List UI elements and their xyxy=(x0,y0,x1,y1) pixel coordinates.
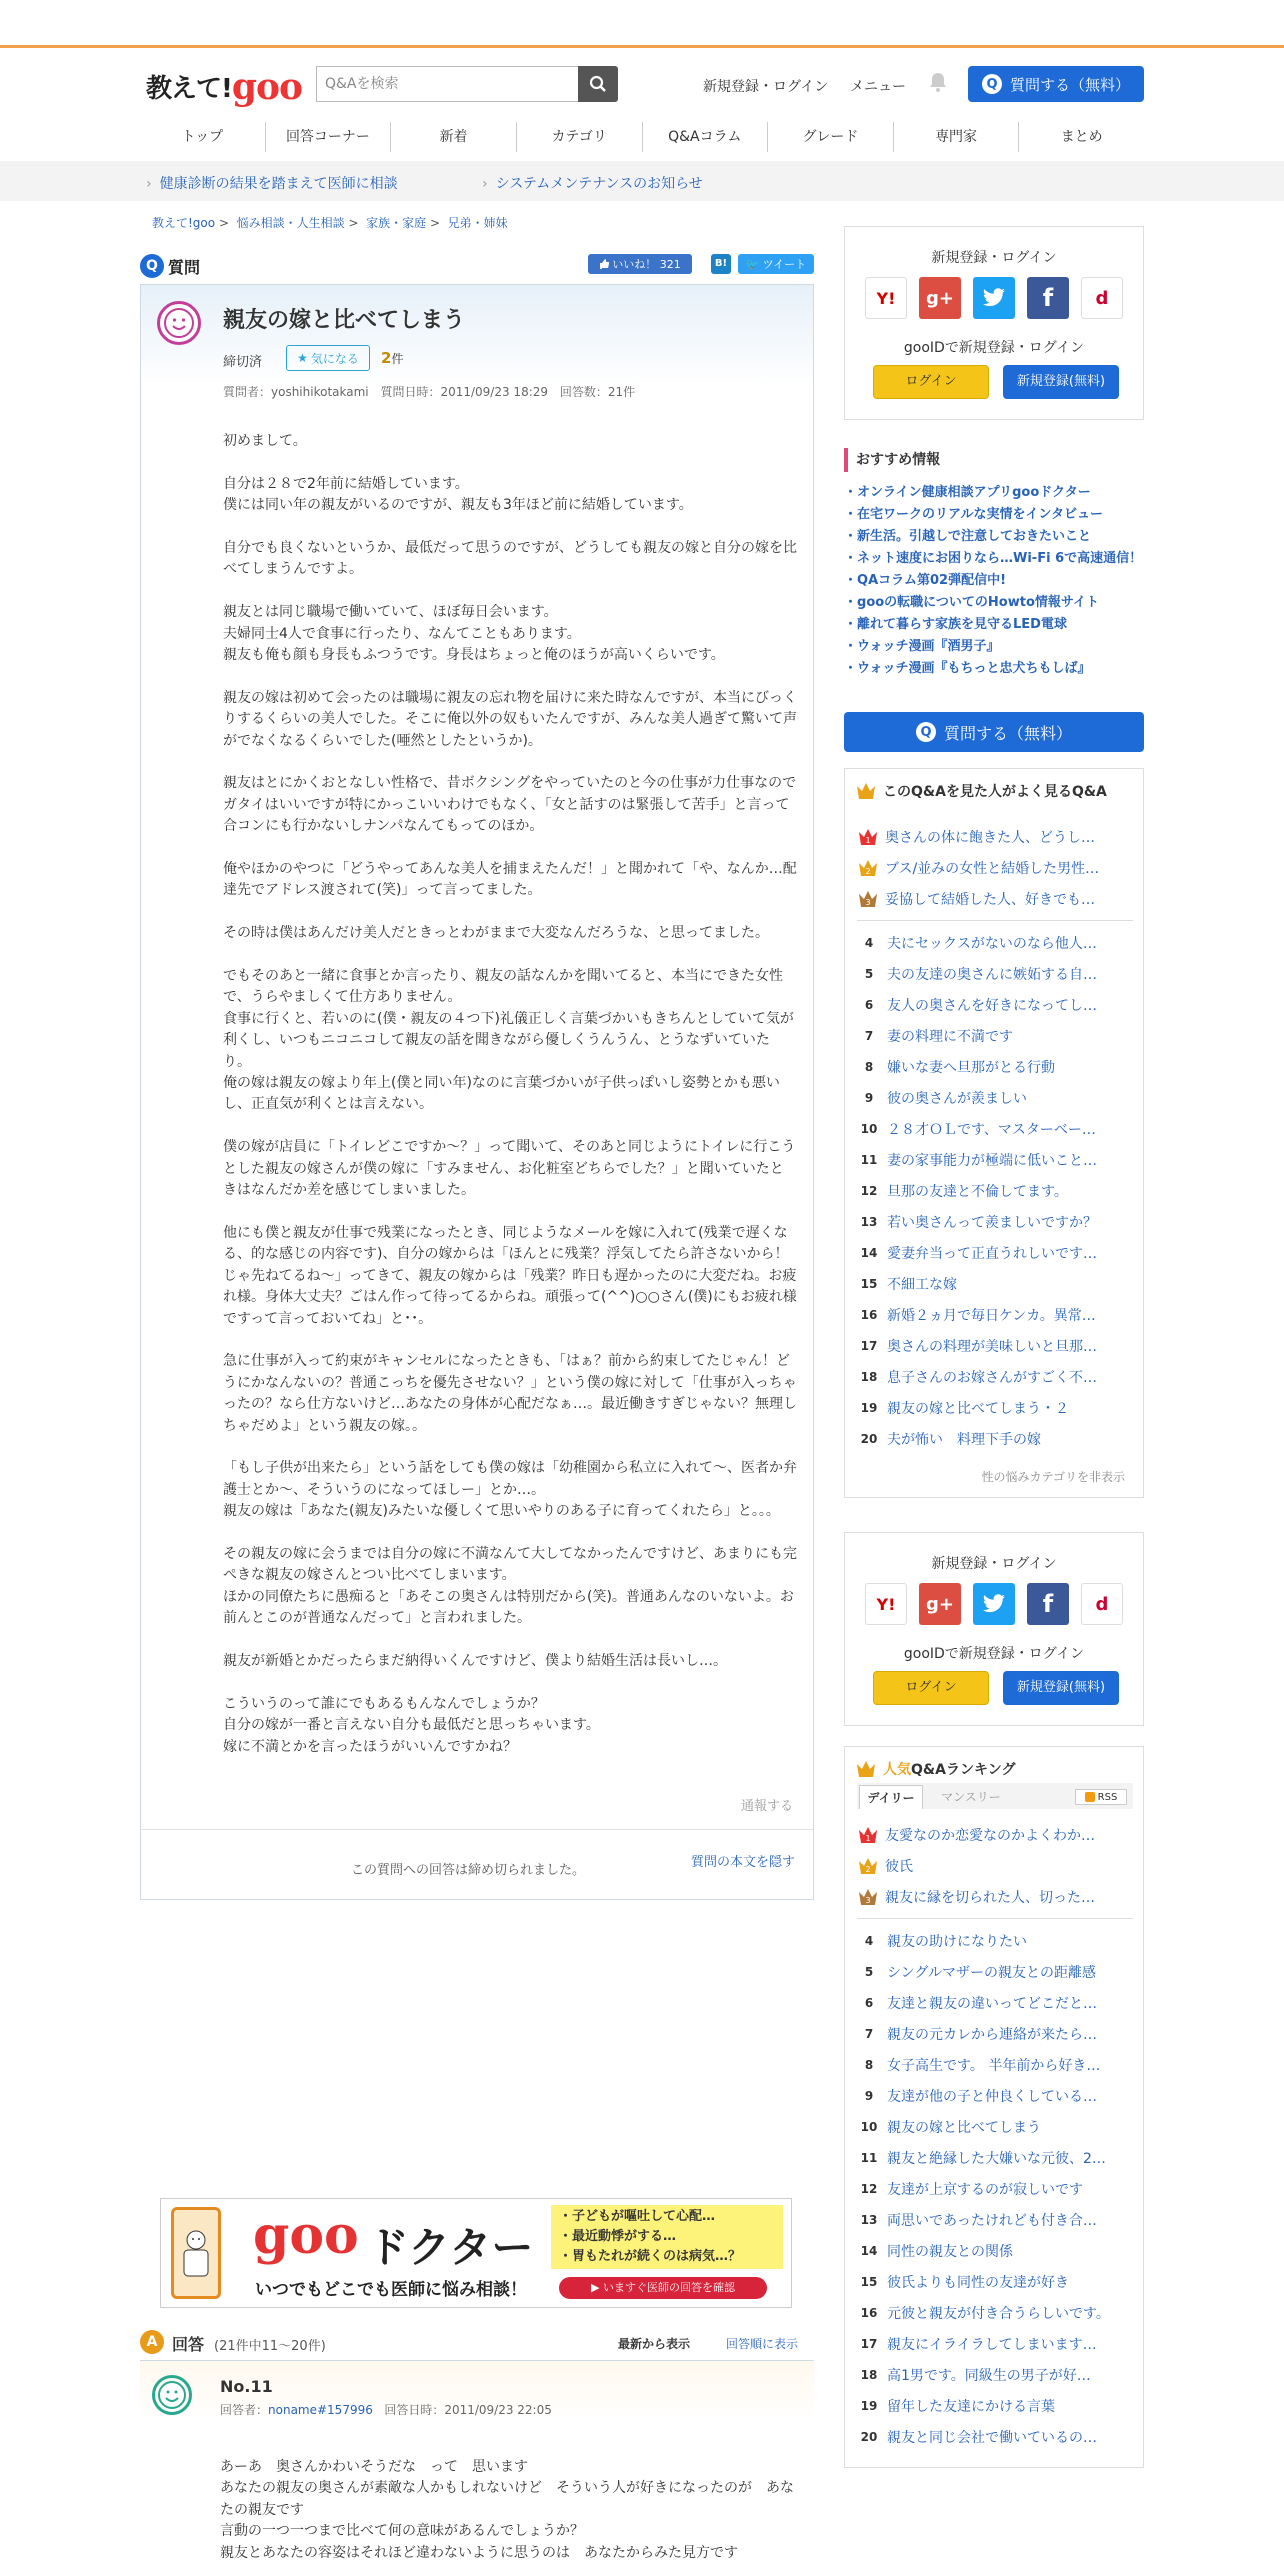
rank-row[interactable] xyxy=(857,1051,1133,1082)
nav-grade[interactable]: グレード xyxy=(768,122,894,152)
rank-row[interactable] xyxy=(857,852,1133,883)
related-qa-box xyxy=(844,768,1144,1498)
nav-new[interactable]: 新着 xyxy=(391,122,517,152)
rank-link[interactable]: 夫にセックスがないのなら他人… xyxy=(887,935,1097,952)
rank-link[interactable]: 嫌いな妻へ旦那がとる行動 xyxy=(887,1059,1055,1076)
rank-number: 20 xyxy=(860,2429,878,2444)
rank-row[interactable] xyxy=(857,2204,1133,2235)
rank-number: 20 xyxy=(860,1431,878,1446)
question-top-band xyxy=(141,285,813,385)
social-login-icons xyxy=(865,1583,1125,1623)
sidebar-login-box xyxy=(844,1532,1144,1726)
ad-point: ・子どもが嘔吐して心配… xyxy=(559,2209,716,2224)
ranking-title-text: Q&Aランキング xyxy=(911,1762,1016,1778)
rank-row[interactable] xyxy=(857,1423,1133,1454)
rank-number: 9 xyxy=(864,1090,874,1105)
register-button[interactable]: 新規登録(無料) xyxy=(1003,365,1119,399)
recommend-list xyxy=(844,484,1144,678)
popular-list xyxy=(857,1819,1133,2452)
facebook-icon[interactable]: f xyxy=(1027,1583,1069,1625)
breadcrumb-item[interactable]: 兄弟・姉妹 xyxy=(447,216,508,230)
rank-row[interactable] xyxy=(857,1819,1133,1850)
rank-number: 15 xyxy=(860,2274,878,2289)
tab-daily[interactable]: デイリー xyxy=(859,1785,923,1809)
rank-row[interactable] xyxy=(857,2173,1133,2204)
answer-count: 回答数：21件 xyxy=(559,385,636,399)
rank-row[interactable] xyxy=(857,989,1133,1020)
rank-row[interactable] xyxy=(857,1237,1133,1268)
question-title: 親友の嫁と比べてしまう xyxy=(223,308,466,333)
rank-link[interactable]: 友達と親友の違いってどこだと… xyxy=(887,1995,1097,2012)
sidebar-login-title: 新規登録・ログイン xyxy=(931,250,1057,266)
nav-answer-corner[interactable]: 回答コーナー xyxy=(266,122,392,152)
rank-link[interactable]: 息子さんのお嫁さんがすごく不… xyxy=(887,1369,1097,1386)
question-badge-icon: Q xyxy=(140,254,164,278)
rank-number: 6 xyxy=(864,1995,874,2010)
ad-cta-button[interactable]: ▶ いますぐ医師の回答を確認 xyxy=(559,2277,767,2299)
site-logo[interactable] xyxy=(146,64,302,106)
rank-row[interactable] xyxy=(857,821,1133,852)
rank-row[interactable] xyxy=(857,1881,1133,1912)
rank-link[interactable]: 親友と絶縁した大嫌いな元彼、2… xyxy=(887,2150,1106,2167)
question-meta xyxy=(223,383,643,400)
twitter-icon[interactable] xyxy=(973,277,1015,319)
like-button[interactable] xyxy=(588,254,692,274)
answer-meta xyxy=(220,2401,552,2418)
body-paragraph: 自分でも良くないというか、最低だって思うのですが、どうしても親友の嫁と自分の嫁を比べてしまうんですよ。 xyxy=(223,540,797,578)
rank-row[interactable] xyxy=(857,1175,1133,1206)
rank-link[interactable]: 同性の親友との関係 xyxy=(887,2243,1013,2260)
rank-link[interactable]: 両思いであったけれども付き合… xyxy=(887,2212,1097,2229)
body-paragraph: その親友の嫁に会うまでは自分の嫁に不満なんて大してなかったんですけど、あまりにも完ぺきな親友の嫁さんとつい比べてしまいます。 ほかの同僚たちに愚痴ると「あそこの奥さんは特別だから(笑)。普通あんなのいないよ。お前んとこのが普通なんだって」と言われました。 xyxy=(223,1545,797,1627)
rank-link[interactable]: 若い奥さんって羨ましいですか？ xyxy=(887,1214,1097,1231)
hide-question-link[interactable]: 質問の本文を隠す xyxy=(691,1855,796,1870)
goo-doctor-ad[interactable] xyxy=(160,2198,792,2308)
body-paragraph: 親友の嫁は初めて会ったのは職場に親友の忘れ物を届けに来た時なんですが、本当にびっくりするくらいの美人でした。そこに俺以外の奴もいたんですが、みんな美人過ぎて驚いて声がでなくなるくらいでした(唖然としたというか)。 xyxy=(223,689,797,749)
rank-number: 4 xyxy=(864,935,874,950)
login-button[interactable]: ログイン xyxy=(873,1671,989,1705)
rank-row[interactable] xyxy=(857,2359,1133,2390)
answers-header xyxy=(140,2328,814,2356)
rank-link[interactable]: 彼の奥さんが羨ましい xyxy=(887,1090,1027,1107)
answerer-prefix: 回答者： xyxy=(220,2403,269,2417)
body-paragraph: 僕の嫁が店員に「トイレどこですか～？」って聞いて、そのあと同じようにトイレに行こうとした親友の嫁さんが僕の嫁に「すみません、お化粧室どちらでした？」と聞いていたときはなんだか差を感じてしまいました。 xyxy=(223,1139,796,1199)
rank-link[interactable]: 親友に縁を切られた人、切った… xyxy=(885,1889,1095,1906)
rank-number: 7 xyxy=(864,1028,874,1043)
body-paragraph: 他にも僕と親友が仕事で残業になったとき、同じようなメールを嫁に入れて(残業で遅くなる、的な感じの内容です)、自分の嫁からは「ほんとに残業？浮気してたら許さないから！じゃ先ねてるね～」ってきて、親友の嫁からは「残業？昨日も遅かったのに大変だね。お疲れ様。身体大丈夫？ごはん作って待ってるからね。頑張って(^^)○○さん(僕)にもお疲れ様ですって言っておいてね」と･･。 xyxy=(223,1224,797,1327)
ranking-title xyxy=(855,1759,1016,1779)
google-plus-icon[interactable]: g+ xyxy=(919,277,961,319)
rank-number: 5 xyxy=(864,1964,874,1979)
rank-link[interactable]: 夫が怖い 料理下手の嫁 xyxy=(887,1431,1041,1448)
rank-link[interactable]: 妻の家事能力が極端に低いこと… xyxy=(887,1152,1097,1169)
logo-text: 教えて! xyxy=(146,74,232,104)
rank-row[interactable] xyxy=(857,2266,1133,2297)
rss-icon xyxy=(1085,1792,1095,1802)
rank-row[interactable] xyxy=(857,2049,1133,2080)
body-paragraph: 親友とは同じ職場で働いていて、ほぼ毎日会います。 夫婦同士4人で食事に行ったり、なんてこともあります。 親友も俺も顔も身長もふつうです。身長はちょっと俺のほうが高いくらいです。 xyxy=(223,604,725,664)
rank-row[interactable] xyxy=(857,2080,1133,2111)
rank-number: 8 xyxy=(864,2057,874,2072)
sidebar-login-title: 新規登録・ログイン xyxy=(931,1556,1057,1572)
question-icon: Q xyxy=(982,74,1002,94)
sidebar-login-box xyxy=(844,226,1144,420)
rank-link[interactable]: 夫の友達の奥さんに嫉妬する自… xyxy=(887,966,1097,983)
rank-crown-icon xyxy=(857,1825,879,1845)
body-paragraph: こういうのって誰にでもあるもんなんでしょうか？ 自分の嫁が一番と言えない自分も最低だと思っちゃいます。 嫁に不満とかを言ったほうがいいんですかね？ xyxy=(223,1695,600,1755)
body-paragraph: 「もし子供が出来たら」という話をしても僕の嫁は「幼稚園から私立に入れて～、医者か弁護士とか～、そういうのになってほしー」とか…。 親友の嫁は「あなた(親友)みたいな優しくて思いやりのある子に育ってくれたら」と。。。 xyxy=(223,1460,797,1520)
answers-range: (21件中11～20件) xyxy=(214,2339,326,2354)
rank-row[interactable] xyxy=(857,958,1133,989)
tab-monthly[interactable]: マンスリー xyxy=(941,1790,1001,1804)
goo-id-text: gooIDで新規登録・ログイン xyxy=(903,1646,1085,1662)
rank-link[interactable]: 奥さんの体に飽きた人、どうし… xyxy=(885,829,1095,846)
search-icon xyxy=(589,75,607,93)
answer-body xyxy=(220,2457,800,2564)
rank-row[interactable] xyxy=(857,883,1133,914)
tweet-label: ツイート xyxy=(762,258,807,271)
rank-row[interactable] xyxy=(857,1268,1133,1299)
ad-point: ・最近動悸がする… xyxy=(559,2229,677,2244)
rank-row[interactable] xyxy=(857,2421,1133,2452)
rank-link[interactable]: 女子高生です。 半年前から好き… xyxy=(887,2057,1101,2074)
status-badge: 締切済 xyxy=(223,355,263,370)
rank-link[interactable]: ブス/並みの女性と結婚した男性… xyxy=(885,860,1100,877)
recommend-item[interactable]: ・ 在宅ワークのリアルな実情をインタビュー xyxy=(844,506,1144,524)
rank-crown-icon xyxy=(857,889,879,909)
body-paragraph: 親友が新婚とかだったらまだ納得いくんですけど、僕より結婚生活は長いし…。 xyxy=(223,1652,727,1669)
yahoo-icon[interactable]: Y! xyxy=(865,1583,907,1625)
rank-row[interactable] xyxy=(857,1925,1133,1956)
nav-matome[interactable]: まとめ xyxy=(1060,129,1103,145)
rank-link[interactable]: 妻の料理に不満です xyxy=(887,1028,1013,1045)
answer-number: No.11 xyxy=(220,2377,273,2396)
answers-title: 回答 xyxy=(172,2335,205,2354)
rank-link[interactable]: 愛妻弁当って正直うれしいです… xyxy=(887,1245,1097,1262)
rank-number: 16 xyxy=(860,2305,878,2320)
rank-number: 6 xyxy=(864,997,874,1012)
rank-number: 14 xyxy=(860,1245,878,1260)
rank-crown-icon xyxy=(857,1887,879,1907)
notice-link-health[interactable]: › 健康診断の結果を踏まえて医師に相談 xyxy=(146,173,398,193)
divider xyxy=(141,1829,813,1830)
svg-text:3: 3 xyxy=(865,897,871,907)
sort-oldest-link[interactable]: 回答順に表示 xyxy=(726,2337,799,2351)
answer-line: 親友とあなたの容姿はそれほど違わないように思うのは あなたからみた見方です xyxy=(220,2544,738,2561)
rank-row[interactable] xyxy=(857,927,1133,958)
rank-link[interactable]: 友達が他の子と仲良くしている… xyxy=(887,2088,1097,2105)
doctor-phone-icon xyxy=(171,2207,221,2299)
docomo-icon[interactable]: d xyxy=(1081,1583,1123,1625)
register-button[interactable]: 新規登録(無料) xyxy=(1003,1671,1119,1705)
svg-text:2: 2 xyxy=(865,866,871,876)
report-link[interactable]: 通報する xyxy=(741,1799,794,1814)
rank-row[interactable] xyxy=(857,1020,1133,1051)
ad-brand: goo xyxy=(253,2205,359,2266)
rank-crown-icon xyxy=(857,827,879,847)
svg-text:2: 2 xyxy=(865,1864,871,1874)
twitter-icon[interactable] xyxy=(973,1583,1015,1625)
header-login-link[interactable]: 新規登録・ログイン xyxy=(703,79,829,95)
rank-link[interactable]: 新婚２ヵ月で毎日ケンカ。異常… xyxy=(887,1307,1096,1324)
question-icon: Q xyxy=(916,722,936,742)
breadcrumb: 教えて!goo > 悩み相談・人生相談 > 家族・家庭 > 兄弟・姉妹 xyxy=(152,216,508,230)
crown-icon xyxy=(855,1759,877,1779)
rank-number: 12 xyxy=(860,1183,878,1198)
body-paragraph: 親友はとにかくおとなしい性格で、昔ボクシングをやっていたのと今の仕事が力仕事なのでガタイはいいですが特にかっこいいわけでもなく、「女と話すのは緊張して苦手」と言って合コンにも行かないしナンパなんてもってのほか。 xyxy=(223,775,797,835)
site-header xyxy=(140,58,1144,106)
rank-link[interactable]: シングルマザーの親友との距離感 xyxy=(887,1964,1096,1981)
rank-link[interactable]: 親友の嫁と比べてしまう・２ xyxy=(887,1400,1069,1417)
rank-number: 11 xyxy=(860,1152,878,1167)
rank-row[interactable] xyxy=(857,1082,1133,1113)
rank-link[interactable]: 親友にイライラしてしまいます… xyxy=(887,2336,1097,2353)
rank-row[interactable] xyxy=(857,2018,1133,2049)
closed-notice: この質問への回答は締め切られました。 xyxy=(351,1863,586,1878)
rank-link[interactable]: 彼氏 xyxy=(885,1858,913,1875)
hide-category-link[interactable]: 性の悩みカテゴリを非表示 xyxy=(981,1470,1125,1484)
google-plus-icon[interactable]: g+ xyxy=(919,1583,961,1625)
header-menu-link[interactable]: メニュー xyxy=(850,79,906,95)
avatar xyxy=(157,301,201,345)
rank-number: 13 xyxy=(860,2212,878,2227)
nav-top[interactable]: トップ xyxy=(140,122,266,152)
crown-icon xyxy=(855,781,877,801)
twitter-bird-icon: 🐦 xyxy=(745,257,760,271)
logo-goo: goo xyxy=(231,66,303,108)
notice-link-maintenance[interactable]: › システムメンテナンスのお知らせ xyxy=(482,173,703,193)
global-nav xyxy=(140,122,1144,152)
rank-row[interactable] xyxy=(857,2235,1133,2266)
rank-row[interactable] xyxy=(857,1330,1133,1361)
answerer-name[interactable]: noname#157996 xyxy=(268,2403,373,2417)
star-icon: ★ xyxy=(297,351,308,365)
recommend-item[interactable]: ・ オンライン健康相談アプリgooドクター xyxy=(844,484,1144,502)
ranking-title-pre: 人気 xyxy=(883,1762,911,1778)
rank-number: 13 xyxy=(860,1214,878,1229)
watch-count-number: 2 xyxy=(381,349,392,367)
watch-label: 気になる xyxy=(310,351,359,366)
sort-newest-button[interactable]: 最新から表示 xyxy=(618,2337,691,2351)
rank-row[interactable] xyxy=(857,2390,1133,2421)
breadcrumb-item[interactable]: 教えて!goo xyxy=(152,216,216,230)
rss-label: RSS xyxy=(1097,1791,1118,1803)
rank-number: 10 xyxy=(860,2119,878,2134)
search-input[interactable]: Q&Aを検索 xyxy=(316,66,582,102)
login-button[interactable]: ログイン xyxy=(873,365,989,399)
nav-qa-column[interactable]: Q&Aコラム xyxy=(643,122,769,152)
body-paragraph: 初めまして。 xyxy=(223,433,307,449)
body-paragraph: 俺やほかのやつに「どうやってあんな美人を捕まえたんだ！」と聞かれて「や、なんか…配達先でアドレス渡されて(笑)」って言ってました。 xyxy=(223,861,797,899)
answer-line: 言動の一つ一つまで比べて何の意味があるんでしょうか？ xyxy=(220,2523,584,2540)
rank-link[interactable]: 親友の助けになりたい xyxy=(887,1933,1027,1950)
rank-link[interactable]: 親友と同じ会社で働いているの… xyxy=(887,2429,1097,2446)
svg-text:3: 3 xyxy=(865,1895,871,1905)
question-box xyxy=(140,284,814,1900)
watch-count xyxy=(381,349,403,367)
answer-line: あなたの親友の奥さんが素敵な人かもしれないけど そういう人が好きになったのが あなたの親友です xyxy=(220,2480,794,2518)
rank-row[interactable] xyxy=(857,1299,1133,1330)
recommend-title: おすすめ情報 xyxy=(844,448,1144,472)
rank-number: 19 xyxy=(860,2398,878,2413)
rank-number: 12 xyxy=(860,2181,878,2196)
rank-number: 19 xyxy=(860,1400,878,1415)
related-title-text: このQ&Aを見た人がよく見るQ&A xyxy=(883,784,1107,800)
svg-text:1: 1 xyxy=(865,835,871,845)
divider xyxy=(857,1918,1133,1919)
body-paragraph: 自分は２８で2年前に結婚しています。 僕には同い年の親友がいるのですが、親友も3年ほど前に結婚しています。 xyxy=(223,475,693,514)
rank-number: 16 xyxy=(860,1307,878,1322)
recommend-item[interactable]: ・ 離れて暮らす家族を見守るLED電球 xyxy=(844,616,1144,634)
rank-row[interactable] xyxy=(857,1361,1133,1392)
smile-face-icon xyxy=(158,2381,186,2409)
rank-row[interactable] xyxy=(857,2297,1133,2328)
bell-icon[interactable] xyxy=(926,70,950,94)
ad-tagline: いつでもどこでも医師に悩み相談！ xyxy=(255,2280,527,2300)
rank-row[interactable] xyxy=(857,1144,1133,1175)
ad-product: ドクター xyxy=(367,2223,534,2272)
sidebar-ask-button[interactable] xyxy=(844,712,1144,752)
rank-link[interactable]: 留年した友達にかける言葉 xyxy=(887,2398,1055,2415)
rank-row[interactable] xyxy=(857,1850,1133,1881)
rank-link[interactable]: 友達が上京するのが寂しいです xyxy=(887,2181,1083,2198)
rank-row[interactable] xyxy=(857,1206,1133,1237)
rank-number: 8 xyxy=(864,1059,874,1074)
rank-number: 18 xyxy=(860,1369,878,1384)
rank-number: 14 xyxy=(860,2243,878,2258)
body-paragraph: でもそのあと一緒に食事とか言ったり、親友の話なんかを聞いてると、本当にできた女性で、うらやましくて仕方ありません。 食事に行くと、若いのに(僕・親友の４つ下)礼儀正しく言葉づかいもきちんとしていて気が利くし、いつもニコニコして親友の話を聞きながら優しくうんうん、とうなずいていたり。 俺の嫁は親友の嫁より年上(僕と同い年)なのに言葉づかいが子供っぽいし姿勢とかも悪いし、正直気が利くとは言えない。 xyxy=(223,968,794,1113)
related-list xyxy=(857,821,1133,1454)
rank-row[interactable] xyxy=(857,2142,1133,2173)
related-qa-title xyxy=(855,781,1107,801)
recommend-item[interactable]: ・ ネット速度にお困りなら…Wi-Fi 6で高速通信！ xyxy=(844,550,1144,568)
avatar xyxy=(152,2375,192,2415)
notice-bar xyxy=(0,161,1284,201)
breadcrumb-item[interactable]: 家族・家庭 xyxy=(366,216,427,230)
recommend-item[interactable]: ・ QAコラム第02弾配信中! xyxy=(844,572,1144,590)
watch-count-unit: 件 xyxy=(391,352,404,366)
question-section-label xyxy=(140,254,200,278)
nav-category[interactable]: カテゴリ xyxy=(517,122,643,152)
search-button[interactable] xyxy=(578,66,618,102)
top-accent-bar xyxy=(0,0,1284,48)
goo-id-text: gooIDで新規登録・ログイン xyxy=(903,340,1085,356)
rank-link[interactable]: 不細工な嫁 xyxy=(887,1276,957,1293)
rank-number: 11 xyxy=(860,2150,878,2165)
rank-row[interactable] xyxy=(857,1392,1133,1423)
ad-points xyxy=(551,2205,783,2269)
rss-button[interactable] xyxy=(1075,1789,1127,1805)
question-date: 質問日時：2011/09/23 18:29 xyxy=(380,385,549,399)
yahoo-icon[interactable]: Y! xyxy=(865,277,907,319)
question-label-text: 質問 xyxy=(168,257,201,277)
svg-text:1: 1 xyxy=(865,1833,871,1843)
body-paragraph: その時は僕はあんだけ美人だときっとわがままで大変なんだろうな、と思ってました。 xyxy=(223,925,769,942)
ask-label: 質問する（無料） xyxy=(943,723,1072,743)
answer-item xyxy=(140,2360,814,2568)
rank-number: 18 xyxy=(860,2367,878,2382)
rank-number: 9 xyxy=(864,2088,874,2103)
popular-ranking-box xyxy=(844,1746,1144,2468)
recommend-item[interactable]: ・ ウォッチ漫画『酒男子』 xyxy=(844,638,1144,656)
like-label: いいね！ 321 xyxy=(612,258,681,271)
thumbs-up-icon xyxy=(599,259,609,269)
asker-name[interactable]: 質問者：yoshihikotakami xyxy=(223,385,369,399)
breadcrumb-item[interactable]: 悩み相談・人生相談 xyxy=(236,216,345,230)
rank-row[interactable] xyxy=(857,2111,1133,2142)
rank-link[interactable]: 友愛なのか恋愛なのかよくわか… xyxy=(885,1827,1095,1844)
ad-point: ・胃もたれが続くのは病気…？ xyxy=(559,2249,742,2264)
rank-link[interactable]: 元彼と親友が付き合うらしいです。 xyxy=(887,2305,1110,2322)
divider xyxy=(857,920,1133,921)
rank-crown-icon xyxy=(857,1856,879,1876)
rank-crown-icon xyxy=(857,858,879,878)
docomo-icon[interactable]: d xyxy=(1081,277,1123,319)
rank-row[interactable] xyxy=(857,1987,1133,2018)
rank-link[interactable]: 旦那の友達と不倫してます。 xyxy=(887,1183,1068,1200)
body-paragraph: 急に仕事が入って約束がキャンセルになったときも、「はぁ？前から約束してたじゃん！どうにかなんないの？普通こっちを優先させない？」という僕の嫁に対して「仕事が入っちゃったの？なら仕方ないけど…あなたの身体が心配だなぁ…。最近働きすぎじゃない？無理しちゃだめよ」という親友の嫁。。 xyxy=(223,1353,797,1434)
question-body xyxy=(223,431,797,1779)
rank-number: 7 xyxy=(864,2026,874,2041)
nav-expert[interactable]: 専門家 xyxy=(894,122,1020,152)
rank-link[interactable]: 親友の嫁と比べてしまう xyxy=(887,2119,1041,2136)
answer-line: あーあ 奥さんかわいそうだな って 思います xyxy=(220,2459,528,2475)
recommend-item[interactable]: ・ ウォッチ漫画『もちっと忠犬ちもしば』 xyxy=(844,660,1144,678)
hatena-bookmark-button[interactable]: B! xyxy=(711,254,731,274)
rank-number: 5 xyxy=(864,966,874,981)
rank-row[interactable] xyxy=(857,1956,1133,1987)
rank-link[interactable]: 高1男です。同級生の男子が好… xyxy=(887,2367,1091,2384)
header-ask-button[interactable] xyxy=(968,66,1144,102)
ask-label: 質問する（無料） xyxy=(1009,75,1130,94)
ranking-tabs xyxy=(857,1783,1133,1809)
facebook-icon[interactable]: f xyxy=(1027,277,1069,319)
rank-number: 15 xyxy=(860,1276,878,1291)
answer-date: 回答日時：2011/09/23 22:05 xyxy=(384,2403,552,2417)
rank-link[interactable]: 奥さんの料理が美味しいと旦那… xyxy=(887,1338,1097,1355)
rank-number: 4 xyxy=(864,1933,874,1948)
rank-number: 10 xyxy=(860,1121,878,1136)
rank-link[interactable]: 親友の元カレから連絡が来たら… xyxy=(887,2026,1097,2043)
rank-link[interactable]: 友人の奥さんを好きになってし… xyxy=(887,997,1097,1014)
rank-number: 17 xyxy=(860,2336,878,2351)
recommend-box xyxy=(844,448,1144,682)
rank-link[interactable]: ２８才ＯＬです、マスターベー… xyxy=(887,1121,1096,1138)
smile-face-icon xyxy=(164,308,194,338)
question-header xyxy=(140,252,814,280)
rank-row[interactable] xyxy=(857,2328,1133,2359)
watch-button[interactable] xyxy=(286,345,370,371)
tweet-button[interactable] xyxy=(738,254,814,274)
recommend-item[interactable]: ・ gooの転職についてのHowto情報サイト xyxy=(844,594,1144,612)
social-login-icons xyxy=(865,277,1125,317)
recommend-item[interactable]: ・ 新生活。引越しで注意しておきたいこと xyxy=(844,528,1144,546)
rank-number: 17 xyxy=(860,1338,878,1353)
rank-row[interactable] xyxy=(857,1113,1133,1144)
answer-badge-icon: A xyxy=(140,2330,164,2354)
rank-link[interactable]: 彼氏よりも同性の友達が好き xyxy=(887,2274,1069,2291)
rank-link[interactable]: 妥協して結婚した人、好きでも… xyxy=(885,891,1095,908)
